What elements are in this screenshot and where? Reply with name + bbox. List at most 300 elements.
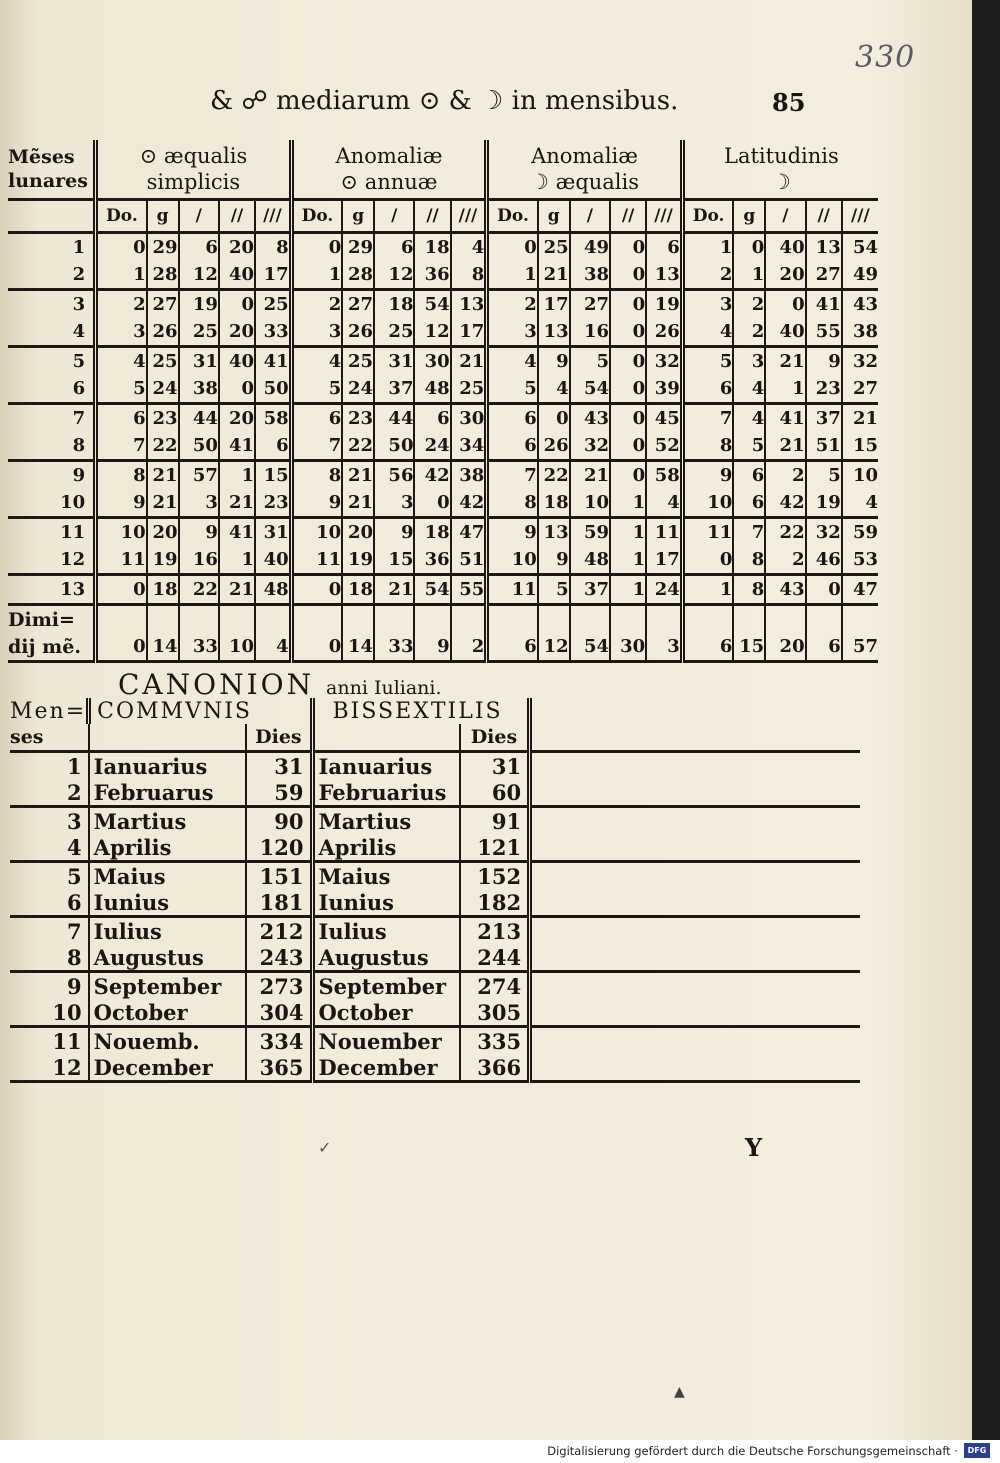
empty-cell — [487, 605, 538, 634]
canonion-title — [118, 668, 442, 701]
table-cell: 14 — [147, 633, 179, 662]
table-cell: 13 — [538, 318, 570, 347]
table-cell: 21 — [342, 489, 374, 518]
table-cell: 15 — [842, 432, 878, 461]
group-header-latitudo-luna — [682, 140, 878, 200]
table-cell: 0 — [682, 546, 733, 575]
table-cell: 2 — [733, 318, 765, 347]
table-cell: 20 — [765, 261, 805, 290]
table-cell: 31 — [255, 518, 291, 547]
empty-cell — [96, 605, 147, 634]
table-cell: 10 — [291, 518, 342, 547]
month-name-communis: October — [89, 999, 247, 1027]
empty-column — [530, 862, 860, 890]
table-cell: 4 — [733, 404, 765, 433]
table-cell: 1 — [219, 461, 255, 490]
table-cell: 23 — [255, 489, 291, 518]
table-cell: 6 — [291, 404, 342, 433]
table-cell: 55 — [451, 575, 487, 605]
days-communis: 181 — [246, 889, 312, 917]
unit-header: g — [733, 200, 765, 233]
table-cell: 25 — [374, 318, 414, 347]
table-cell: 12 — [414, 318, 450, 347]
group-header-line1: Anomaliæ — [531, 144, 639, 168]
table-cell: 43 — [842, 290, 878, 319]
unit-header: // — [610, 200, 646, 233]
empty-column — [530, 1027, 860, 1055]
table-row — [8, 461, 878, 490]
table-cell: 32 — [646, 347, 682, 376]
table-cell: 0 — [96, 633, 147, 662]
table-cell: 22 — [765, 518, 805, 547]
month-number: 3 — [72, 294, 86, 315]
table-row — [10, 889, 860, 917]
table-cell: 19 — [646, 290, 682, 319]
group-header-line1: Latitudinis — [724, 144, 839, 168]
empty-cell — [179, 605, 219, 634]
table-cell: 10 — [682, 489, 733, 518]
table-cell: 4 — [487, 347, 538, 376]
table-row — [8, 546, 878, 575]
table-cell: 6 — [806, 633, 842, 662]
unit-header: / — [570, 200, 610, 233]
month-number: 8 — [8, 432, 96, 461]
days-bissextilis: 121 — [460, 834, 530, 862]
table-cell: 47 — [451, 518, 487, 547]
table-row — [10, 917, 860, 945]
empty-column — [530, 724, 860, 752]
unit-header: /// — [646, 200, 682, 233]
table-cell: 21 — [342, 461, 374, 490]
table-cell: 24 — [414, 432, 450, 461]
table-cell: 0 — [96, 233, 147, 262]
table-cell: 19 — [342, 546, 374, 575]
table-cell: 9 — [682, 461, 733, 490]
table-row — [8, 489, 878, 518]
days-bissextilis: 366 — [460, 1054, 530, 1082]
table-cell: 17 — [646, 546, 682, 575]
table-cell: 6 — [96, 404, 147, 433]
month-name-bissextilis: October — [312, 999, 460, 1027]
month-number: 6 — [8, 375, 96, 404]
empty-cell — [219, 605, 255, 634]
table-cell: 27 — [570, 290, 610, 319]
group-header-line1: Anomaliæ — [335, 144, 443, 168]
month-name-communis: December — [89, 1054, 247, 1082]
table-cell: 33 — [374, 633, 414, 662]
dimidium-row — [8, 633, 878, 662]
table-cell: 1 — [765, 375, 805, 404]
table-row — [10, 944, 860, 972]
days-bissextilis: 182 — [460, 889, 530, 917]
table-cell: 19 — [147, 546, 179, 575]
empty-column — [530, 779, 860, 807]
month-name-communis: September — [89, 972, 247, 1000]
dfg-logo: DFG — [964, 1443, 990, 1458]
handwritten-folio-number: 330 — [855, 40, 916, 75]
month-name-communis: Februarus — [89, 779, 247, 807]
table-cell: 38 — [179, 375, 219, 404]
page-number: 85 — [772, 88, 806, 117]
table-cell: 21 — [147, 461, 179, 490]
table-cell: 9 — [291, 489, 342, 518]
table-cell: 54 — [570, 375, 610, 404]
month-name-communis: Maius — [89, 862, 247, 890]
empty-column — [530, 999, 860, 1027]
days-bissextilis: 335 — [460, 1027, 530, 1055]
months-header-line1: Mẽses — [8, 146, 75, 168]
table-cell: 25 — [255, 290, 291, 319]
table-cell: 29 — [342, 233, 374, 262]
table-row — [8, 233, 878, 262]
table-cell: 8 — [255, 233, 291, 262]
table-cell: 3 — [682, 290, 733, 319]
table-row — [8, 518, 878, 547]
table-cell: 5 — [733, 432, 765, 461]
table-cell: 6 — [487, 432, 538, 461]
month-number: 1 — [72, 237, 86, 258]
table-cell: 5 — [538, 575, 570, 605]
table-row — [8, 261, 878, 290]
table-cell: 4 — [538, 375, 570, 404]
table-cell: 11 — [646, 518, 682, 547]
table-cell: 36 — [414, 261, 450, 290]
month-number: 4 — [10, 834, 89, 862]
month-name-bissextilis: September — [312, 972, 460, 1000]
table-cell: 50 — [255, 375, 291, 404]
unit-header: Do. — [487, 200, 538, 233]
days-communis: 273 — [246, 972, 312, 1000]
group-header-line1: ⊙ æqualis — [139, 144, 248, 168]
table-cell: 10 — [219, 633, 255, 662]
table-cell: 58 — [646, 461, 682, 490]
table-cell: 21 — [765, 432, 805, 461]
table-cell: 6 — [487, 404, 538, 433]
table-cell: 12 — [179, 261, 219, 290]
month-number: 7 — [67, 918, 82, 944]
month-number: 9 — [67, 973, 82, 999]
table-cell: 3 — [374, 489, 414, 518]
bissextilis-header: BISSEXTILIS — [312, 698, 530, 724]
empty-cell — [451, 605, 487, 634]
table-cell: 40 — [765, 318, 805, 347]
table-cell: 30 — [610, 633, 646, 662]
empty-cell — [342, 605, 374, 634]
table-cell: 21 — [451, 347, 487, 376]
table-cell: 1 — [682, 233, 733, 262]
table-cell: 0 — [291, 233, 342, 262]
table-cell: 13 — [806, 233, 842, 262]
month-number: 11 — [60, 522, 86, 543]
table-cell: 13 — [538, 518, 570, 547]
table-cell: 22 — [147, 432, 179, 461]
table-cell: 12 — [374, 261, 414, 290]
table-cell: 19 — [179, 290, 219, 319]
month-name-communis: Martius — [89, 807, 247, 835]
table-cell: 5 — [806, 461, 842, 490]
days-communis: 31 — [246, 752, 312, 780]
unit-header: /// — [255, 200, 291, 233]
table-cell: 33 — [179, 633, 219, 662]
table-cell: 21 — [570, 461, 610, 490]
table-cell: 18 — [147, 575, 179, 605]
table-cell: 24 — [147, 375, 179, 404]
table-cell: 43 — [765, 575, 805, 605]
table-cell: 12 — [538, 633, 570, 662]
table-cell: 26 — [646, 318, 682, 347]
table-cell: 6 — [179, 233, 219, 262]
table-cell: 37 — [374, 375, 414, 404]
table-cell: 1 — [96, 261, 147, 290]
table-cell: 0 — [487, 233, 538, 262]
table-cell: 21 — [765, 347, 805, 376]
table-cell: 16 — [570, 318, 610, 347]
table-cell: 18 — [538, 489, 570, 518]
table-cell: 32 — [570, 432, 610, 461]
table-cell: 41 — [255, 347, 291, 376]
month-number: 2 — [10, 779, 89, 807]
dies-header-communis: Dies — [246, 724, 312, 752]
table-cell: 30 — [414, 347, 450, 376]
table-cell: 58 — [255, 404, 291, 433]
table-cell: 2 — [451, 633, 487, 662]
table-cell: 6 — [733, 461, 765, 490]
month-number: 8 — [10, 944, 89, 972]
table-cell: 0 — [291, 575, 342, 605]
empty-cell — [89, 724, 247, 752]
table-cell: 19 — [806, 489, 842, 518]
table-cell: 38 — [570, 261, 610, 290]
month-name-communis: Iulius — [89, 917, 247, 945]
empty-column — [530, 889, 860, 917]
table-cell: 6 — [646, 233, 682, 262]
month-name-bissextilis: Aprilis — [312, 834, 460, 862]
table-cell: 21 — [842, 404, 878, 433]
table-cell: 10 — [570, 489, 610, 518]
table-cell: 57 — [179, 461, 219, 490]
table-cell: 10 — [96, 518, 147, 547]
days-communis: 243 — [246, 944, 312, 972]
table-cell: 27 — [842, 375, 878, 404]
empty-cell — [570, 605, 610, 634]
table-row — [8, 404, 878, 433]
table-cell: 0 — [610, 404, 646, 433]
empty-cell — [842, 605, 878, 634]
empty-cell — [8, 200, 96, 233]
table-cell: 28 — [342, 261, 374, 290]
table-cell: 45 — [646, 404, 682, 433]
table-cell: 0 — [538, 404, 570, 433]
table-cell: 4 — [733, 375, 765, 404]
table-cell: 8 — [291, 461, 342, 490]
table-cell: 20 — [219, 318, 255, 347]
table-cell: 48 — [414, 375, 450, 404]
table-cell: 0 — [610, 461, 646, 490]
table-cell: 3 — [179, 489, 219, 518]
table-cell: 32 — [842, 347, 878, 376]
table-cell: 17 — [451, 318, 487, 347]
table-cell: 31 — [374, 347, 414, 376]
table-cell: 20 — [765, 633, 805, 662]
month-number: 10 — [8, 489, 96, 518]
table-cell: 50 — [374, 432, 414, 461]
table-cell: 1 — [291, 261, 342, 290]
table-cell: 0 — [610, 347, 646, 376]
empty-cell — [733, 605, 765, 634]
month-number: 10 — [10, 999, 89, 1027]
table-row — [10, 807, 860, 835]
days-bissextilis: 60 — [460, 779, 530, 807]
table-cell: 9 — [538, 347, 570, 376]
empty-cell — [538, 605, 570, 634]
table-cell: 5 — [570, 347, 610, 376]
table-cell: 26 — [342, 318, 374, 347]
table-cell: 44 — [374, 404, 414, 433]
days-communis: 59 — [246, 779, 312, 807]
days-communis: 304 — [246, 999, 312, 1027]
month-number: 4 — [8, 318, 96, 347]
table-cell: 4 — [96, 347, 147, 376]
ink-dot: ▲ — [674, 1384, 685, 1400]
table-cell: 43 — [570, 404, 610, 433]
months-header-line1: Men= — [10, 698, 87, 724]
dimidium-label: dĳ mẽ. — [8, 633, 96, 662]
month-name-bissextilis: December — [312, 1054, 460, 1082]
julian-year-table — [10, 698, 860, 1083]
table-cell: 1 — [610, 518, 646, 547]
empty-cell — [374, 605, 414, 634]
days-bissextilis: 91 — [460, 807, 530, 835]
table-cell: 8 — [682, 432, 733, 461]
table-cell: 44 — [179, 404, 219, 433]
table-cell: 25 — [147, 347, 179, 376]
table-cell: 2 — [291, 290, 342, 319]
months-header — [8, 140, 96, 200]
table-cell: 37 — [570, 575, 610, 605]
table-cell: 24 — [646, 575, 682, 605]
empty-cell — [765, 605, 805, 634]
table-cell: 6 — [374, 233, 414, 262]
table-cell: 1 — [733, 261, 765, 290]
empty-column — [530, 1054, 860, 1082]
empty-column — [530, 807, 860, 835]
unit-header: /// — [842, 200, 878, 233]
empty-column — [530, 752, 860, 780]
table-cell: 54 — [842, 233, 878, 262]
table-cell: 23 — [806, 375, 842, 404]
table-cell: 5 — [682, 347, 733, 376]
table-cell: 41 — [806, 290, 842, 319]
month-number: 7 — [72, 408, 86, 429]
month-name-communis: Ianuarius — [89, 752, 247, 780]
table-cell: 6 — [733, 489, 765, 518]
table-cell: 50 — [179, 432, 219, 461]
month-number: 1 — [67, 753, 82, 779]
month-name-bissextilis: Martius — [312, 807, 460, 835]
days-bissextilis: 305 — [460, 999, 530, 1027]
table-row — [8, 375, 878, 404]
unit-header: g — [538, 200, 570, 233]
group-header-sol-aequalis — [96, 140, 292, 200]
table-cell: 25 — [538, 233, 570, 262]
empty-cell — [682, 605, 733, 634]
table-row — [10, 999, 860, 1027]
table-cell: 21 — [374, 575, 414, 605]
table-row — [8, 290, 878, 319]
dimidium-label: Dimi= — [8, 608, 75, 631]
dimidium-row — [8, 605, 878, 634]
footer-credit: Digitalisierung gefördert durch die Deutsche Forschungsgemeinschaft · — [547, 1444, 958, 1458]
month-number: 6 — [10, 889, 89, 917]
table-cell: 18 — [414, 518, 450, 547]
table-cell: 1 — [610, 546, 646, 575]
table-cell: 59 — [842, 518, 878, 547]
table-cell: 22 — [179, 575, 219, 605]
days-communis: 212 — [246, 917, 312, 945]
table-cell: 15 — [733, 633, 765, 662]
table-row — [10, 834, 860, 862]
table-row — [10, 1054, 860, 1082]
table-cell: 40 — [765, 233, 805, 262]
empty-cell — [806, 605, 842, 634]
table-cell: 34 — [451, 432, 487, 461]
table-cell: 1 — [682, 575, 733, 605]
table-cell: 2 — [487, 290, 538, 319]
empty-cell — [291, 605, 342, 634]
table-cell: 4 — [842, 489, 878, 518]
table-cell: 47 — [842, 575, 878, 605]
days-communis: 334 — [246, 1027, 312, 1055]
table-cell: 3 — [646, 633, 682, 662]
table-cell: 49 — [570, 233, 610, 262]
days-communis: 365 — [246, 1054, 312, 1082]
month-number: 3 — [67, 808, 82, 834]
table-cell: 9 — [414, 633, 450, 662]
dies-header-bissextilis: Dies — [460, 724, 530, 752]
table-cell: 4 — [451, 233, 487, 262]
table-cell: 0 — [610, 233, 646, 262]
table-cell: 11 — [291, 546, 342, 575]
table-cell: 41 — [219, 518, 255, 547]
table-cell: 22 — [342, 432, 374, 461]
table-cell: 27 — [806, 261, 842, 290]
table-cell: 8 — [733, 575, 765, 605]
running-head-title: & ☍ mediarum ⊙ & ☽ in mensibus. — [210, 86, 679, 116]
table-cell: 4 — [291, 347, 342, 376]
month-number: 5 — [67, 863, 82, 889]
table-row — [8, 318, 878, 347]
table-cell: 36 — [414, 546, 450, 575]
empty-column — [530, 834, 860, 862]
days-bissextilis: 213 — [460, 917, 530, 945]
table-cell: 7 — [96, 432, 147, 461]
mean-motions-table — [8, 140, 878, 663]
month-name-bissextilis: Maius — [312, 862, 460, 890]
table-cell: 0 — [610, 318, 646, 347]
table-cell: 42 — [414, 461, 450, 490]
table-cell: 0 — [610, 290, 646, 319]
table-cell: 3 — [487, 318, 538, 347]
table-cell: 21 — [219, 575, 255, 605]
table-row — [10, 1027, 860, 1055]
month-name-communis: Aprilis — [89, 834, 247, 862]
table-cell: 5 — [96, 375, 147, 404]
days-bissextilis: 274 — [460, 972, 530, 1000]
table-cell: 8 — [451, 261, 487, 290]
table-cell: 11 — [96, 546, 147, 575]
unit-header: Do. — [96, 200, 147, 233]
month-number: 9 — [72, 465, 86, 486]
